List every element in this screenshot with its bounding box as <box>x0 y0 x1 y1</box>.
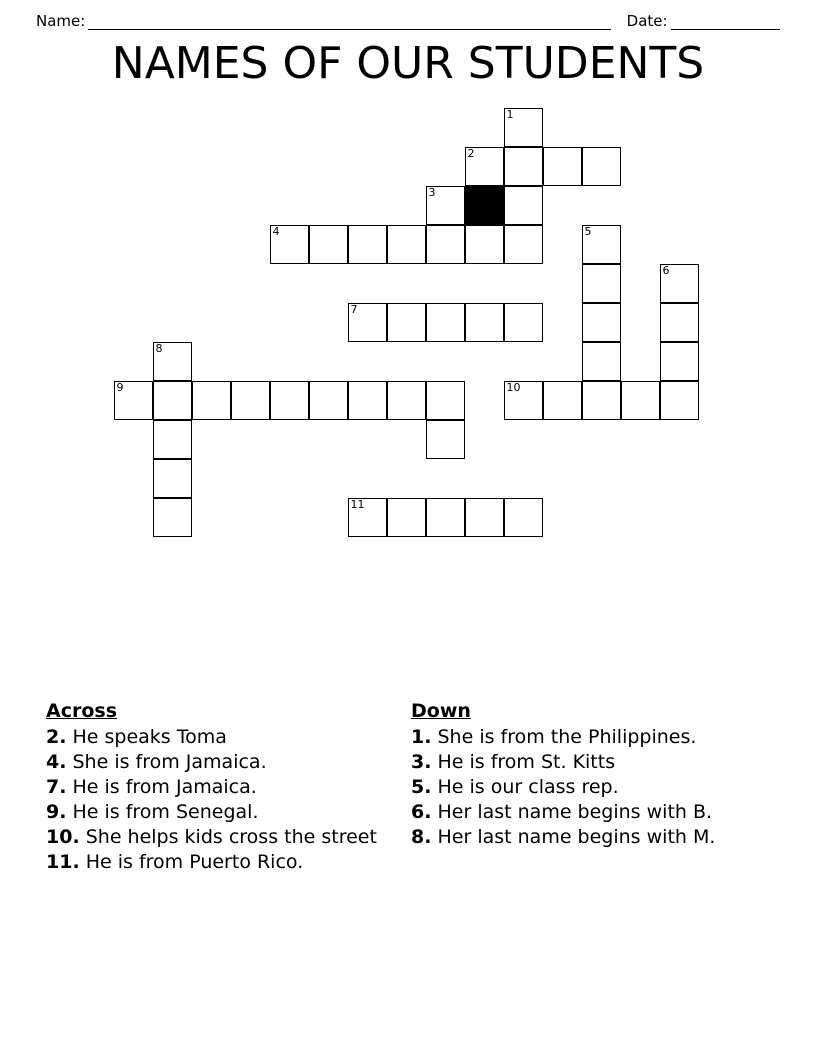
grid-cell[interactable] <box>192 381 231 420</box>
grid-cell[interactable] <box>153 381 192 420</box>
grid-cell[interactable] <box>465 147 504 186</box>
grid-cell[interactable] <box>465 225 504 264</box>
grid-cell-number: 11 <box>350 498 365 511</box>
grid-cell[interactable] <box>426 225 465 264</box>
date-label: Date: <box>626 12 668 30</box>
grid-cell[interactable] <box>348 225 387 264</box>
grid-cell-number: 6 <box>662 264 670 277</box>
grid-cell[interactable] <box>504 108 543 147</box>
grid-cell[interactable] <box>504 381 543 420</box>
grid-cell[interactable] <box>465 498 504 537</box>
grid-cell[interactable] <box>231 381 270 420</box>
clue-item <box>411 725 776 750</box>
grid-cell[interactable] <box>153 420 192 459</box>
grid-cell[interactable] <box>660 342 699 381</box>
grid-cell[interactable] <box>426 303 465 342</box>
grid-cell[interactable] <box>153 498 192 537</box>
clue-number: 1. <box>411 726 432 748</box>
grid-cell[interactable] <box>504 498 543 537</box>
across-clue-list <box>46 725 411 875</box>
grid-cell[interactable] <box>582 264 621 303</box>
name-write-line[interactable] <box>88 15 610 30</box>
grid-cell[interactable] <box>660 264 699 303</box>
clue-item <box>46 725 411 750</box>
clue-number: 7. <box>46 776 67 799</box>
down-column <box>411 700 776 875</box>
down-clue-list <box>411 725 776 850</box>
grid-cell[interactable] <box>504 186 543 225</box>
clue-item <box>411 775 776 800</box>
worksheet-header <box>0 0 816 30</box>
down-heading: Down <box>411 700 471 722</box>
grid-cell[interactable] <box>543 147 582 186</box>
clue-number: 10. <box>46 826 80 849</box>
grid-cell[interactable] <box>387 303 426 342</box>
grid-cell[interactable] <box>582 225 621 264</box>
grid-cell[interactable] <box>387 498 426 537</box>
grid-cell[interactable] <box>504 147 543 186</box>
grid-cell-number: 1 <box>506 108 514 121</box>
grid-cell[interactable] <box>582 381 621 420</box>
clue-text: He is from Puerto Rico. <box>79 851 304 874</box>
clue-item <box>46 775 411 800</box>
clue-item <box>411 825 776 850</box>
grid-cell-blocked <box>465 186 504 225</box>
clue-item <box>46 825 411 850</box>
clue-item <box>411 800 776 825</box>
grid-cell-number: 3 <box>428 186 436 199</box>
grid-cell[interactable] <box>309 225 348 264</box>
grid-cell[interactable] <box>504 303 543 342</box>
grid-cell[interactable] <box>465 303 504 342</box>
grid-cell[interactable] <box>348 498 387 537</box>
clues-section <box>46 700 776 875</box>
date-write-line[interactable] <box>671 15 780 30</box>
clue-number: 2. <box>46 726 67 748</box>
clue-text: Her last name begins with M. <box>431 826 716 849</box>
clue-number: 11. <box>46 851 80 874</box>
clue-text: He speaks Toma <box>66 726 227 748</box>
clue-number: 5. <box>411 776 432 799</box>
grid-cell[interactable] <box>582 342 621 381</box>
grid-cell-number: 10 <box>506 381 521 394</box>
clue-item <box>411 750 776 775</box>
grid-cell[interactable] <box>660 303 699 342</box>
grid-cell-number: 7 <box>350 303 358 316</box>
grid-cell[interactable] <box>582 303 621 342</box>
clue-text: He is from Senegal. <box>66 801 259 824</box>
clue-number: 3. <box>411 751 432 774</box>
clue-text: Her last name begins with B. <box>431 801 713 824</box>
grid-cell[interactable] <box>270 381 309 420</box>
name-label: Name: <box>36 12 86 30</box>
grid-cell-number: 9 <box>116 381 124 394</box>
grid-cell[interactable] <box>348 303 387 342</box>
grid-cell[interactable] <box>387 381 426 420</box>
clue-item <box>46 850 411 875</box>
clue-text: He is from St. Kitts <box>431 751 616 774</box>
clue-text: She is from Jamaica. <box>66 751 267 774</box>
clue-text: She is from the Philippines. <box>431 726 697 748</box>
grid-cell[interactable] <box>348 381 387 420</box>
clue-number: 8. <box>411 826 432 849</box>
grid-cell[interactable] <box>426 498 465 537</box>
crossword-grid[interactable] <box>0 108 816 548</box>
grid-cell[interactable] <box>426 381 465 420</box>
grid-cell-number: 8 <box>155 342 163 355</box>
grid-cell[interactable] <box>426 186 465 225</box>
grid-cell-number: 2 <box>467 147 475 160</box>
clue-number: 6. <box>411 801 432 824</box>
clue-text: He is from Jamaica. <box>66 776 257 799</box>
grid-cell[interactable] <box>153 342 192 381</box>
grid-cell[interactable] <box>270 225 309 264</box>
clue-item <box>46 800 411 825</box>
grid-cell[interactable] <box>153 459 192 498</box>
grid-cell[interactable] <box>387 225 426 264</box>
grid-cell[interactable] <box>309 381 348 420</box>
clue-item <box>46 750 411 775</box>
grid-cell[interactable] <box>426 420 465 459</box>
across-heading: Across <box>46 700 118 722</box>
grid-cell-number: 4 <box>272 225 280 238</box>
grid-cell[interactable] <box>621 381 660 420</box>
grid-cell[interactable] <box>582 147 621 186</box>
page-title: NAMES OF OUR STUDENTS <box>111 38 705 89</box>
clue-number: 9. <box>46 801 67 824</box>
grid-cell[interactable] <box>660 381 699 420</box>
clue-text: He is our class rep. <box>431 776 619 799</box>
clue-number: 4. <box>46 751 67 774</box>
across-column <box>46 700 411 875</box>
grid-cell[interactable] <box>543 381 582 420</box>
grid-cell-number: 5 <box>584 225 592 238</box>
grid-cell[interactable] <box>504 225 543 264</box>
grid-cell[interactable] <box>114 381 153 420</box>
clue-text: She helps kids cross the street <box>79 826 377 849</box>
